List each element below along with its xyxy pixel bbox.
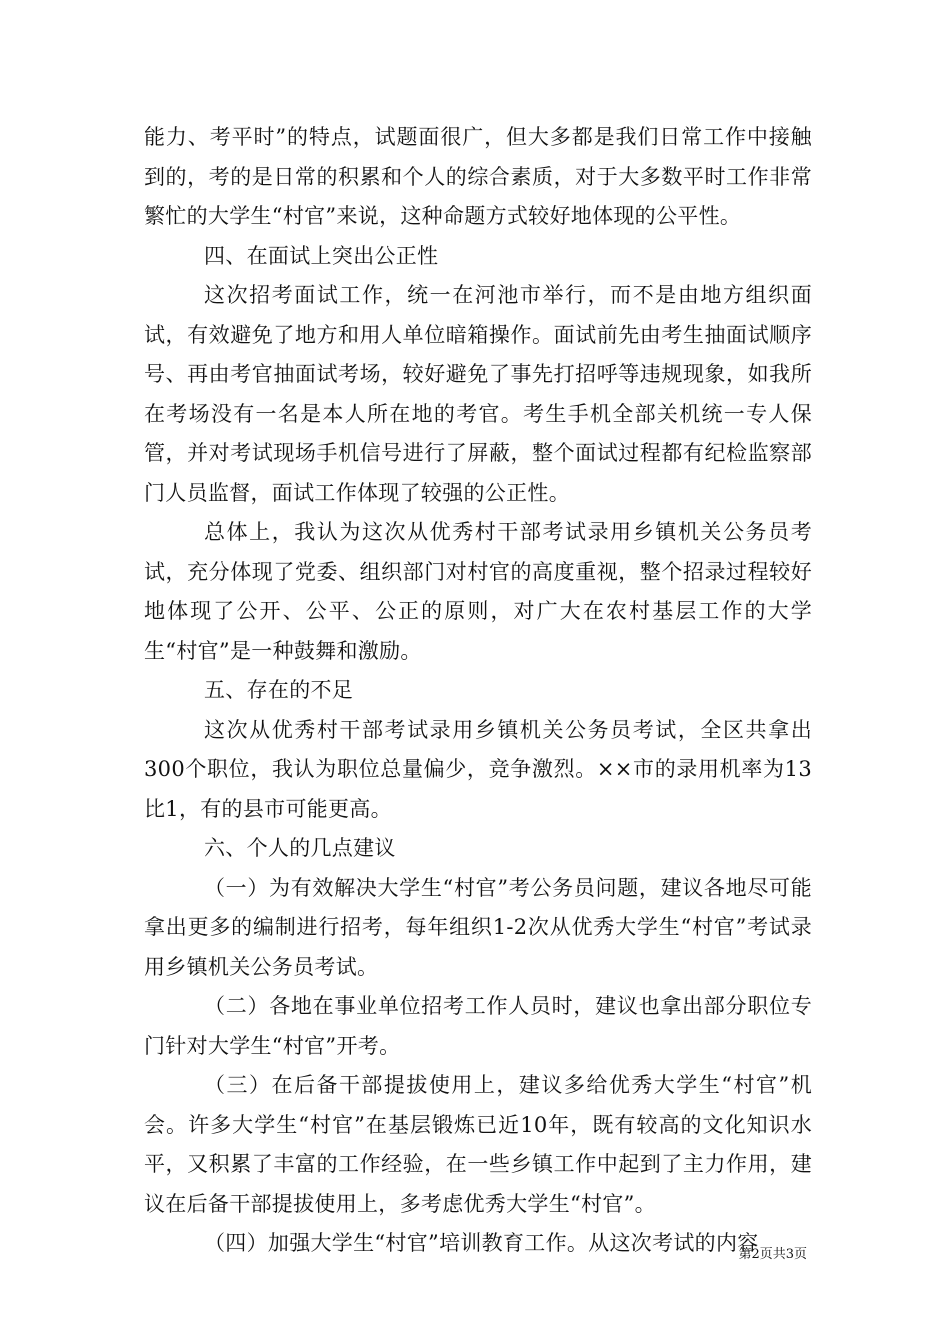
section-heading-4: 四、在面试上突出公正性: [204, 243, 439, 268]
paragraph-suggestion-2: （二）各地在事业单位招考工作人员时，建议也拿出部分职位专门针对大学生“村官”开考。: [144, 994, 812, 1058]
document-body: [144, 118, 812, 1264]
paragraph-continuation: 能力、考平时”的特点，试题面很广，但大多都是我们日常工作中接触到的，考的是日常的积累和个人的综合素质，对于大多数平时工作非常繁忙的大学生“村官”来说，这种命题方式较好地体现的公平性。: [144, 125, 812, 228]
paragraph-suggestion-4: （四）加强大学生“村官”培训教育工作。从这次考试的内容: [204, 1231, 759, 1255]
paragraph-overall-summary: 总体上，我认为这次从优秀村干部考试录用乡镇机关公务员考试，充分体现了党委、组织部门对村官的高度重视，整个招录过程较好地体现了公开、公平、公正的原则，对广大在农村基层工作的大学生“村官”是一种鼓舞和激励。: [144, 520, 812, 663]
paragraph-interview-fairness: 这次招考面试工作，统一在河池市举行，而不是由地方组织面试，有效避免了地方和用人单位暗箱操作。面试前先由考生抽面试顺序号、再由考官抽面试考场，较好避免了事先打招呼等违规现象，如我所在考场没有一名是本人所在地的考官。考生手机全部关机统一专人保管，并对考试现场手机信号进行了屏蔽，整个面试过程都有纪检监察部门人员监督，面试工作体现了较强的公正性。: [144, 283, 812, 505]
paragraph-suggestion-3: （三）在后备干部提拔使用上，建议多给优秀大学生“村官”机会。许多大学生“村官”在基层锻炼已近10年，既有较高的文化知识水平，又积累了丰富的工作经验，在一些乡镇工作中起到了主力作用，建议在后备干部提拔使用上，多考虑优秀大学生“村官”。: [144, 1073, 812, 1216]
paragraph-suggestion-1: （一）为有效解决大学生“村官”考公务员问题，建议各地尽可能拿出更多的编制进行招考，每年组织1-2次从优秀大学生“村官”考试录用乡镇机关公务员考试。: [144, 875, 812, 979]
paragraph-shortcomings: 这次从优秀村干部考试录用乡镇机关公务员考试，全区共拿出300个职位，我认为职位总量偏少，竞争激烈。××市的录用机率为13比1，有的县市可能更高。: [144, 717, 812, 821]
page-number-footer: 第2页共3页: [738, 1247, 807, 1262]
section-heading-6: 六、个人的几点建议: [204, 836, 396, 860]
section-heading-5: 五、存在的不足: [204, 678, 354, 702]
